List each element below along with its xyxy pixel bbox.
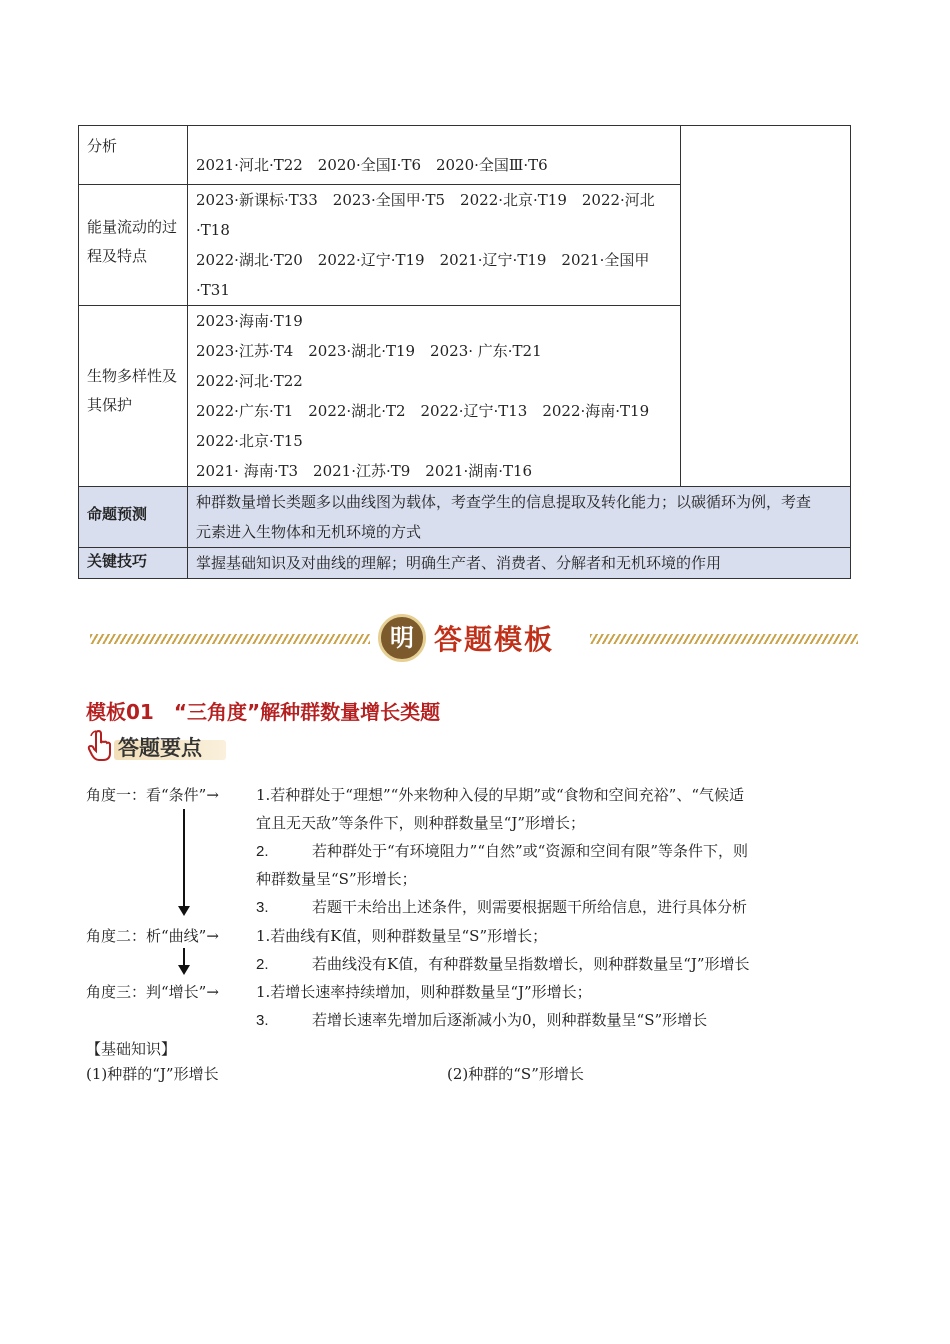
j-curve-label: (1)种群的“J”形增长 bbox=[86, 1065, 219, 1083]
row-label-cell bbox=[79, 185, 188, 306]
angle-one-item: 1.若种群处于“理想”“外来物种入侵的早期”或“食物和空间充裕”、“气候适 bbox=[256, 786, 744, 804]
item-text: 若增长速率先增加后逐渐减小为0，则种群数量呈“S”形增长 bbox=[312, 1011, 708, 1029]
angle-two-item bbox=[256, 954, 750, 975]
template-title: 模板01 “三角度”解种群数量增长类题 bbox=[86, 700, 441, 724]
ref-line: 2022·湖北·T20 2022·辽宁·T19 2021·辽宁·T19 2021·全国甲 bbox=[196, 251, 650, 269]
row-label-cell bbox=[79, 306, 188, 487]
refs-list bbox=[188, 126, 680, 180]
item-number: 2. bbox=[256, 843, 269, 860]
angle-one-item: 宜且无天敌”等条件下，则种群数量呈“J”形增长； bbox=[256, 814, 586, 832]
item-number: 2. bbox=[256, 956, 269, 973]
table-row bbox=[79, 487, 851, 548]
refs-cell bbox=[188, 126, 681, 185]
angle-one-item: 种群数量呈“S”形增长； bbox=[256, 870, 417, 888]
empty-cell bbox=[681, 126, 851, 487]
item-text: 若题干未给出上述条件，则需要根据题干所给信息，进行具体分析 bbox=[312, 898, 748, 916]
arrow-down-icon bbox=[183, 948, 185, 966]
exam-analysis-table bbox=[78, 125, 851, 579]
row-label: 生物多样性及其保护 bbox=[87, 367, 178, 414]
ref-line: 2021· 海南·T3 2021·江苏·T9 2021·湖南·T16 bbox=[196, 462, 533, 480]
ref-line: ·T18 bbox=[196, 221, 230, 239]
item-number: 3. bbox=[256, 1012, 269, 1029]
arrowhead-icon bbox=[178, 906, 190, 916]
section-banner bbox=[90, 612, 860, 664]
refs-list bbox=[188, 185, 680, 305]
row-label: 能量流动的过程及特点 bbox=[87, 218, 178, 265]
ref-line: 2023·江苏·T4 2023·湖北·T19 2023· 广东·T21 bbox=[196, 342, 542, 360]
banner-title: 答题模板 bbox=[434, 623, 555, 656]
angle-one-label: 角度一：看“条件”→ bbox=[86, 786, 219, 804]
table-row bbox=[79, 548, 851, 579]
ref-line: 2021·河北·T22 2020·全国Ⅰ·T6 2020·全国Ⅲ·T6 bbox=[196, 156, 548, 174]
angle-three-item bbox=[256, 1010, 707, 1031]
row-label: 分析 bbox=[87, 137, 118, 155]
ref-line: 2022·河北·T22 bbox=[196, 372, 303, 390]
skill-text-cell bbox=[188, 548, 851, 579]
angle-one-item bbox=[256, 897, 747, 918]
banner-badge: 明 bbox=[378, 614, 426, 662]
pointing-hand-icon bbox=[86, 730, 114, 762]
ref-line: 2022·北京·T15 bbox=[196, 432, 303, 450]
item-text: 若种群处于“有环境阻力”“自然”或“资源和空间有限”等条件下，则 bbox=[312, 842, 749, 860]
angle-one-item bbox=[256, 841, 748, 862]
angle-three-label: 角度三：判“增长”→ bbox=[86, 983, 219, 1001]
banner-stripe-right bbox=[590, 634, 858, 644]
arrowhead-icon bbox=[178, 965, 190, 975]
skill-text: 掌握基础知识及对曲线的理解；明确生产者、消费者、分解者和无机环境的作用 bbox=[196, 554, 722, 572]
s-curve-label: (2)种群的“S”形增长 bbox=[447, 1065, 584, 1083]
arrow-down-icon bbox=[183, 809, 185, 907]
refs-cell bbox=[188, 306, 681, 487]
row-label-cell bbox=[79, 126, 188, 185]
banner-stripe-left bbox=[90, 634, 370, 644]
prediction-label-cell bbox=[79, 487, 188, 548]
item-text: 若曲线没有K值，有种群数量呈指数增长，则种群数量呈“J”形增长 bbox=[312, 955, 750, 973]
refs-list bbox=[188, 306, 680, 486]
prediction-text-cell bbox=[188, 487, 851, 548]
angle-two-label: 角度二：析“曲线”→ bbox=[86, 927, 219, 945]
subhead: 答题要点 bbox=[118, 736, 202, 760]
table-row bbox=[79, 126, 851, 185]
ref-line: 2023·海南·T19 bbox=[196, 312, 303, 330]
skill-label: 关键技巧 bbox=[87, 552, 148, 570]
angle-three-item: 1.若增长速率持续增加，则种群数量呈“J”形增长； bbox=[256, 983, 592, 1001]
ref-line: 2022·广东·T1 2022·湖北·T2 2022·辽宁·T13 2022·海南·T19 bbox=[196, 402, 650, 420]
prediction-label: 命题预测 bbox=[87, 505, 148, 523]
ref-line: ·T31 bbox=[196, 281, 230, 299]
angle-two-item: 1.若曲线有K值，则种群数量呈“S”形增长； bbox=[256, 927, 548, 945]
refs-cell bbox=[188, 185, 681, 306]
ref-line bbox=[196, 126, 672, 150]
prediction-text: 种群数量增长类题多以曲线图为载体，考查学生的信息提取及转化能力；以碳循环为例，考查元素进入生物体和无机环境的方式 bbox=[196, 493, 812, 541]
item-number: 3. bbox=[256, 899, 269, 916]
basics-heading: 【基础知识】 bbox=[86, 1040, 177, 1058]
ref-line: 2023·新课标·T33 2023·全国甲·T5 2022·北京·T19 2022·河北 bbox=[196, 191, 655, 209]
skill-label-cell bbox=[79, 548, 188, 579]
